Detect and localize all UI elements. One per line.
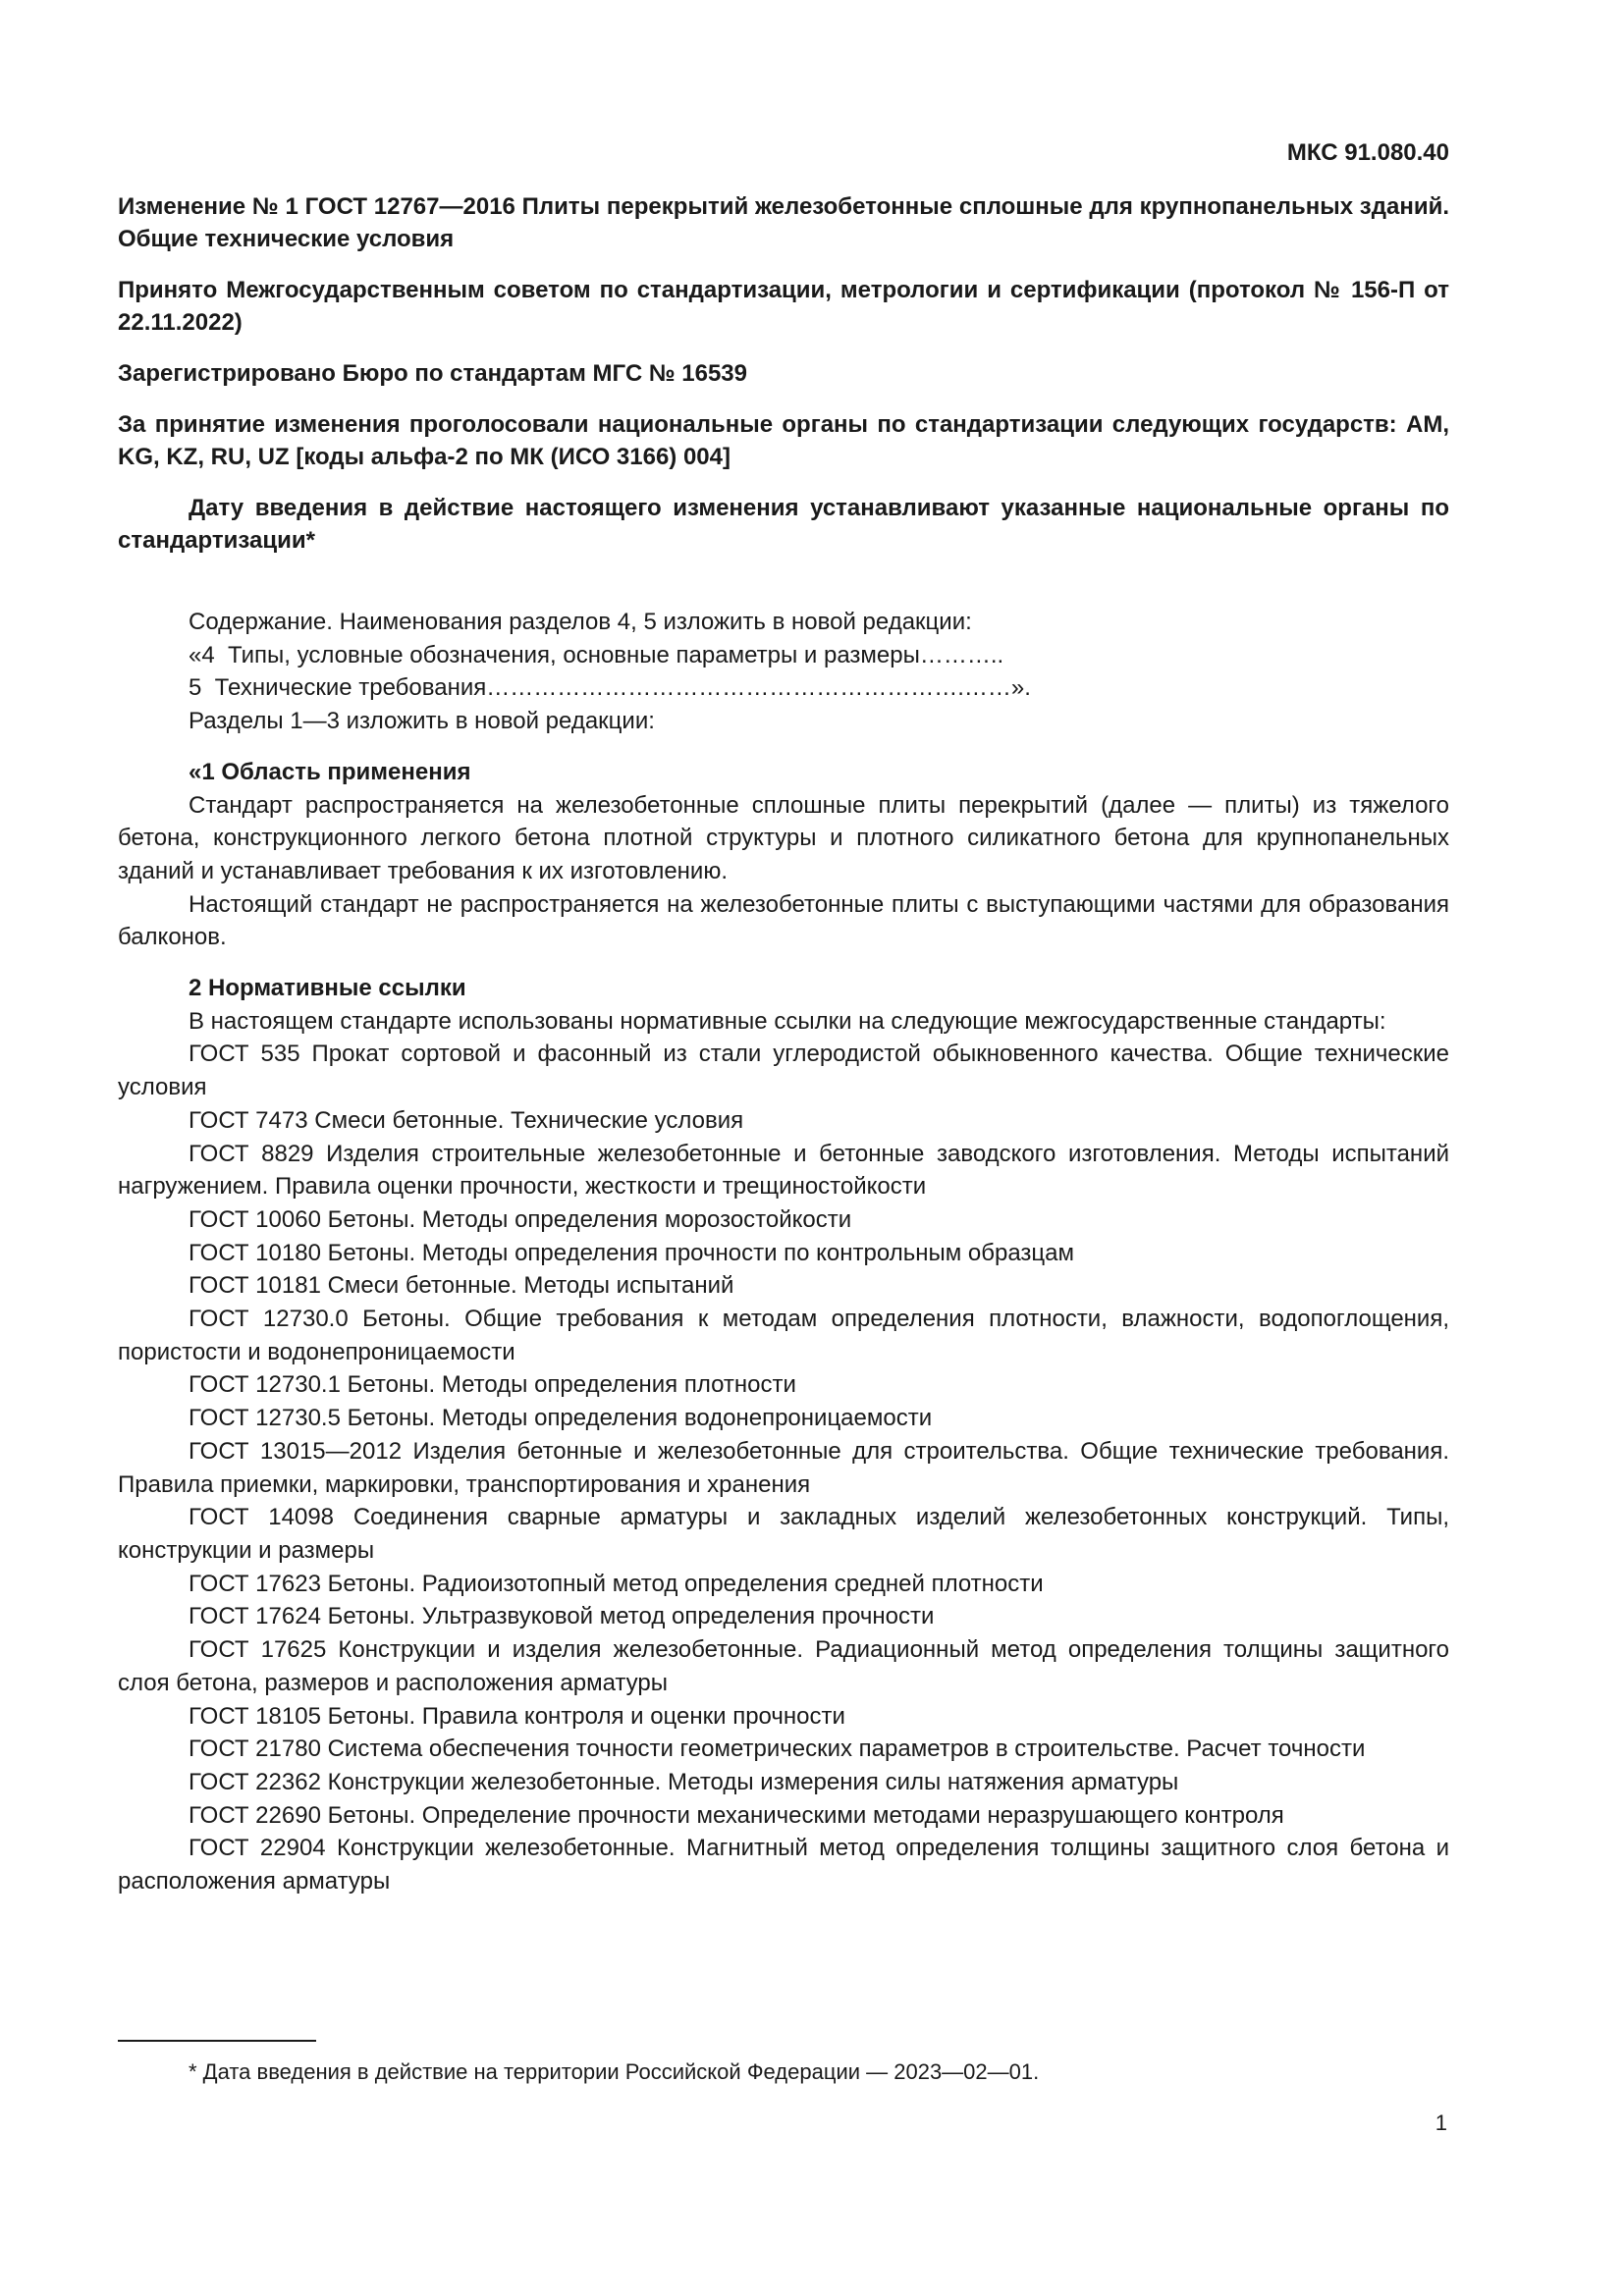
reference-item: ГОСТ 12730.5 Бетоны. Методы определения водонепроницаемости: [189, 1405, 933, 1432]
amendment-title: Изменение № 1 ГОСТ 12767—2016 Плиты перекрытий железобетонные сплошные для крупнопанельных зданий. Общие технические условия: [118, 193, 1449, 252]
reference-item: ГОСТ 13015—2012 Изделия бетонные и железобетонные для строительства. Общие технические требования. Правила приемки, маркировки, транспортирования и хранения: [118, 1437, 1449, 1498]
contents-change: [118, 606, 1449, 738]
contents-line: 5 Технические требования…………………………………………………….……».: [189, 674, 1031, 702]
reference-item: ГОСТ 21780 Система обеспечения точности геометрических параметров в строительстве. Расчет точности: [189, 1735, 1366, 1763]
reference-item: ГОСТ 12730.1 Бетоны. Методы определения плотности: [189, 1371, 796, 1399]
reference-item: ГОСТ 12730.0 Бетоны. Общие требования к методам определения плотности, влажности, водопоглощения, пористости и водонепроницаемости: [118, 1306, 1449, 1365]
reference-item: ГОСТ 8829 Изделия строительные железобетонные и бетонные заводского изготовления. Методы испытаний нагружением. Правила оценки прочности, жесткости и трещиностойкости: [118, 1140, 1449, 1201]
document-body: [118, 606, 1449, 1898]
footnote-separator: [118, 2040, 316, 2042]
reference-item: ГОСТ 17625 Конструкции и изделия железобетонные. Радиационный метод определения толщины защитного слоя бетона, размеров и расположения арматуры: [118, 1636, 1449, 1696]
section-1-paragraph: Настоящий стандарт не распространяется на железобетонные плиты с выступающими частями для образования балконов.: [118, 890, 1449, 951]
reference-item: ГОСТ 17623 Бетоны. Радиоизотопный метод определения средней плотности: [189, 1570, 1044, 1597]
mks-code: МКС 91.080.40: [1286, 139, 1449, 166]
footnote: * Дата введения в действие на территории Российской Федерации — 2023—02—01.: [189, 2059, 1040, 2084]
page-number: 1: [1435, 2110, 1447, 2135]
section-2-title: 2 Нормативные ссылки: [189, 975, 466, 1002]
reference-item: ГОСТ 7473 Смеси бетонные. Технические условия: [189, 1106, 744, 1134]
reference-item: ГОСТ 535 Прокат сортовой и фасонный из стали углеродистой обыкновенного качества. Общие технические условия: [118, 1041, 1449, 1101]
reference-item: ГОСТ 10181 Смеси бетонные. Методы испытаний: [189, 1272, 734, 1300]
reference-item: ГОСТ 10180 Бетоны. Методы определения прочности по контрольным образцам: [189, 1239, 1074, 1266]
document-page: [118, 137, 1449, 1898]
effective-date-statement: Дату введения в действие настоящего изменения устанавливают указанные национальные органы по стандартизации*: [118, 495, 1449, 554]
contents-line: Разделы 1—3 изложить в новой редакции:: [189, 708, 655, 735]
adopted-statement: Принято Межгосударственным советом по стандартизации, метрологии и сертификации (протокол № 156-П от 22.11.2022): [118, 277, 1449, 336]
section-1-title: «1 Область применения: [189, 758, 471, 785]
reference-item: ГОСТ 10060 Бетоны. Методы определения морозостойкости: [189, 1205, 852, 1233]
registration-statement: Зарегистрировано Бюро по стандартам МГС № 16539: [118, 360, 747, 387]
section-1-paragraph: Стандарт распространяется на железобетонные сплошные плиты перекрытий (далее — плиты) из тяжелого бетона, конструкционного легкого бетона плотной структуры и плотного силикатного бетона для крупнопанельных зданий и устанавливает требования к их изготовлению.: [118, 791, 1449, 884]
reference-item: ГОСТ 18105 Бетоны. Правила контроля и оценки прочности: [189, 1702, 845, 1730]
contents-line: Содержание. Наименования разделов 4, 5 изложить в новой редакции:: [189, 609, 972, 635]
reference-item: ГОСТ 14098 Соединения сварные арматуры и закладных изделий железобетонных конструкций. Типы, конструкции и размеры: [118, 1504, 1449, 1564]
reference-item: ГОСТ 22690 Бетоны. Определение прочности механическими методами неразрушающего контроля: [189, 1801, 1284, 1829]
voting-statement: За принятие изменения проголосовали национальные органы по стандартизации следующих государств: AM, KG, KZ, RU, UZ [коды альфа-2 по МК (ИСО 3166) 004]: [118, 411, 1449, 470]
contents-line: «4 Типы, условные обозначения, основные параметры и размеры………..: [189, 641, 1004, 668]
reference-item: ГОСТ 17624 Бетоны. Ультразвуковой метод определения прочности: [189, 1603, 935, 1630]
section-2-intro: В настоящем стандарте использованы нормативные ссылки на следующие межгосударственные стандарты:: [189, 1007, 1386, 1035]
reference-item: ГОСТ 22362 Конструкции железобетонные. Методы измерения силы натяжения арматуры: [189, 1768, 1179, 1795]
reference-item: ГОСТ 22904 Конструкции железобетонные. Магнитный метод определения толщины защитного слоя бетона и расположения арматуры: [118, 1835, 1449, 1896]
